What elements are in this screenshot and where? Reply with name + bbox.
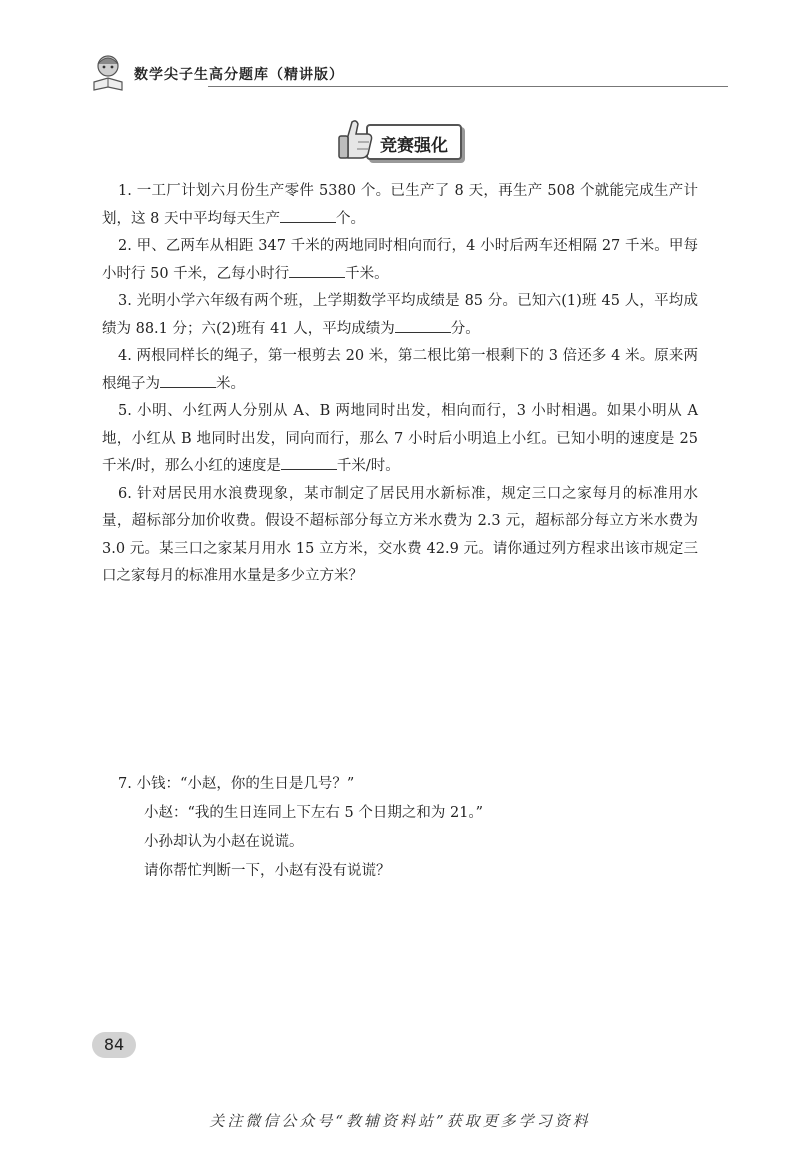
- problem-2: 2. 甲、乙两车从相距 347 千米的两地同时相向而行，4 小时后两车还相隔 27 千米。甲每小时行 50 千米，乙每小时行 千米。: [102, 238, 698, 282]
- problem-7-claim: 小孙却认为小赵在说谎。: [144, 834, 304, 850]
- problem-7-reply: 小赵：“我的生日连同上下左右 5 个日期之和为 21。”: [144, 805, 484, 821]
- problem-7: [118, 770, 678, 886]
- section-title-box: [366, 124, 462, 160]
- header-divider: [208, 86, 728, 87]
- reading-child-icon: [88, 52, 128, 92]
- problem-3: 3. 光明小学六年级有两个班，上学期数学平均成绩是 85 分。已知六(1)班 45 人，平均成绩为 88.1 分；六(2)班有 41 人，平均成绩为 分。: [102, 293, 698, 337]
- answer-blank[interactable]: [160, 373, 216, 388]
- problem-1: 1. 一工厂计划六月份生产零件 5380 个。已生产了 8 天，再生产 508 个就能完成生产计划，这 8 天中平均每天生产 个。: [102, 183, 698, 227]
- problem-7-question: 7. 小钱：“小赵，你的生日是几号？”: [118, 776, 355, 792]
- problem-7-task: 请你帮忙判断一下，小赵有没有说谎？: [144, 863, 391, 879]
- section-badge: [334, 118, 474, 162]
- book-title: 数学尖子生高分题库（精讲版）: [134, 67, 344, 83]
- problem-6: 6. 针对居民用水浪费现象，某市制定了居民用水新标准，规定三口之家每月的标准用水量，超标部分加价收费。假设不超标部分每立方米水费为 2.3 元，超标部分每立方米水费为 3.0 元。某三口之家某月用水 15 立方米，交水费 42.9 元。请你通过列方程求出该市规定三口之家每月的标准用水量是多少立方米？: [102, 485, 698, 584]
- answer-blank[interactable]: [280, 208, 336, 223]
- thumbs-up-hand-icon: [334, 118, 376, 162]
- answer-blank[interactable]: [395, 318, 451, 333]
- footer-note: 关注微信公众号“教辅资料站”获取更多学习资料: [209, 1112, 591, 1130]
- page-number: 84: [92, 1032, 136, 1058]
- answer-blank[interactable]: [281, 455, 337, 470]
- problem-5: 5. 小明、小红两人分别从 A、B 两地同时出发，相向而行，3 小时相遇。如果小明从 A 地，小红从 B 地同时出发，同向而行，那么 7 小时后小明追上小红。已知小明的速度是 25 千米/时，那么小红的速度是 千米/时。: [102, 403, 698, 474]
- problem-list: [102, 178, 698, 591]
- answer-blank[interactable]: [289, 263, 345, 278]
- problem-4: 4. 两根同样长的绳子，第一根剪去 20 米，第二根比第一根剩下的 3 倍还多 4 米。原来两根绳子为 米。: [102, 348, 698, 392]
- page-header: [88, 48, 728, 94]
- section-title: 竞赛强化: [380, 136, 448, 156]
